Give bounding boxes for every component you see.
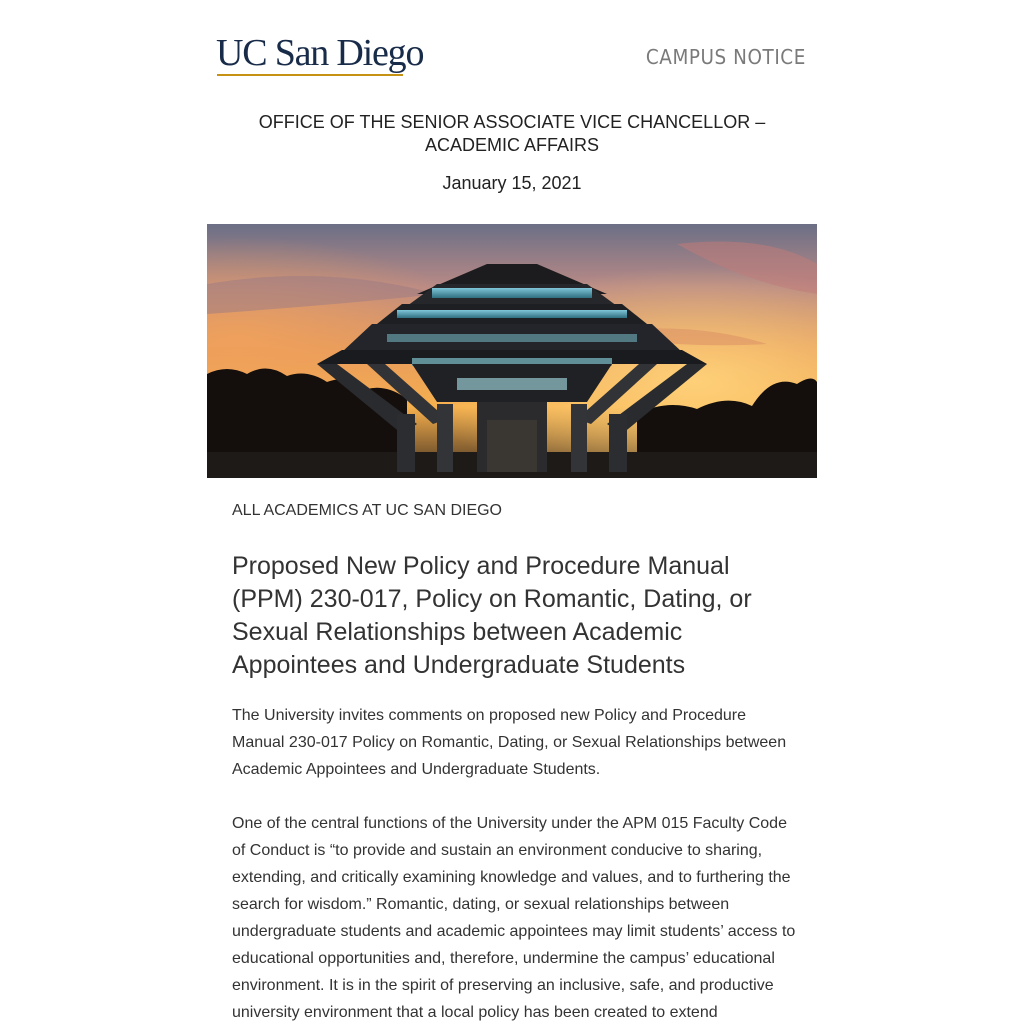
office-heading bbox=[207, 111, 817, 157]
body-paragraph-2: One of the central functions of the University under the APM 015 Faculty Code of Conduct is “to provide and sustain an environment conducive to sharing, extending, and critically examining knowledge and values, and to furthering the search for wisdom.” Romantic, dating, or sexual relationships between undergraduate students and academic appointees may limit students’ access to educational opportunities and, therefore, undermine the campus’ educational environment. It is in the spirit of preserving an inclusive, safe, and productive university environment that a local policy has been created to extend bbox=[232, 815, 796, 1021]
logo-wordmark: UC San Diego bbox=[216, 32, 424, 74]
geisel-library-photo bbox=[207, 224, 817, 478]
audience-label: ALL ACADEMICS AT UC SAN DIEGO bbox=[232, 502, 502, 519]
body-paragraph-1: The University invites comments on proposed new Policy and Procedure Manual 230-017 Policy on Romantic, Dating, or Sexual Relationships between Academic Appointees and Undergraduate Students. bbox=[232, 707, 787, 778]
office-line-2: ACADEMIC AFFAIRS bbox=[424, 135, 600, 155]
logo-underline bbox=[217, 74, 403, 76]
campus-notice-label: CAMPUS NOTICE bbox=[646, 45, 806, 69]
uc-san-diego-logo[interactable] bbox=[216, 32, 424, 80]
notice-date: January 15, 2021 bbox=[442, 173, 582, 193]
email-notice bbox=[207, 0, 817, 1024]
office-line-1: OFFICE OF THE SENIOR ASSOCIATE VICE CHANCELLOR – bbox=[258, 112, 766, 132]
header bbox=[207, 30, 817, 80]
notice-title: Proposed New Policy and Procedure Manual (PPM) 230-017, Policy on Romantic, Dating, or Sexual Relationships between Academic Appointees and Undergraduate Students bbox=[232, 552, 752, 679]
